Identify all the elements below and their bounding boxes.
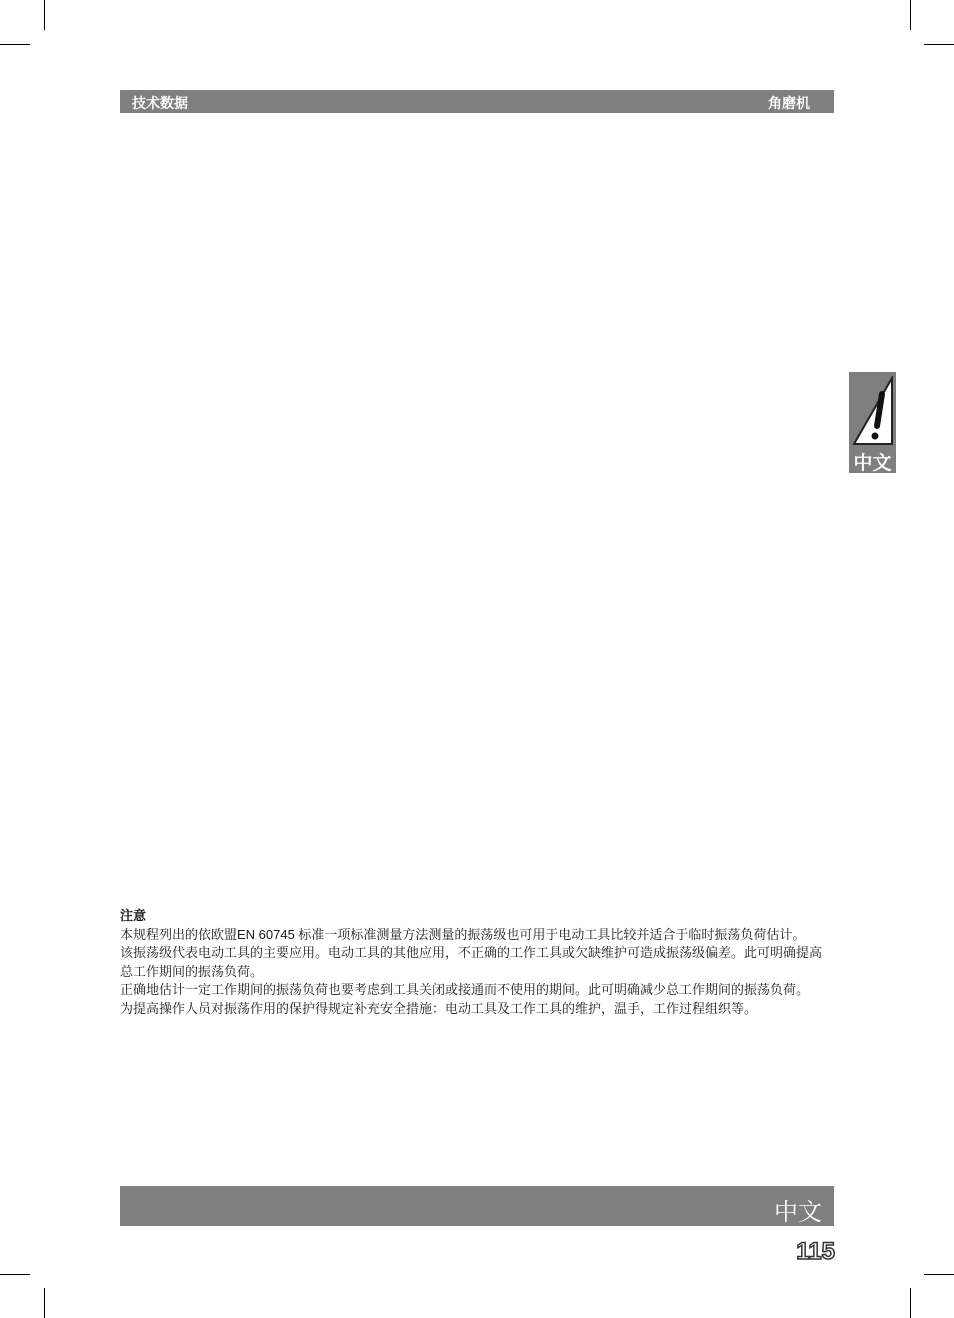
- note-paragraph: 正确地估计一定工作期间的振荡负荷也要考虑到工具关闭或接通而不使用的期间。此可明确减少总工作期间的振荡负荷。: [120, 982, 810, 998]
- language-side-tab: [849, 372, 896, 473]
- note-paragraph: 本规程列出的依欧盟EN 60745 标准一项标准测量方法测量的振荡级也可用于电动工具比较并适合于临时振荡负荷估计。: [120, 926, 806, 942]
- note-section: [120, 907, 834, 1019]
- crop-mark: [0, 1274, 30, 1275]
- footer-bar: [120, 1186, 834, 1226]
- crop-mark: [924, 1274, 954, 1275]
- language-label: 中文: [853, 453, 892, 474]
- product-type-title: 角磨机: [768, 95, 810, 111]
- crop-mark: [0, 44, 30, 45]
- crop-mark: [924, 44, 954, 45]
- footer-language-label: 中文: [774, 1199, 822, 1226]
- crop-mark: [910, 0, 911, 30]
- warning-icon: [852, 376, 893, 446]
- page-number: 115: [796, 1238, 835, 1265]
- note-paragraph: 为提高操作人员对振荡作用的保护得规定补充安全措施：电动工具及工作工具的维护，温手，工作过程组织等。: [120, 1000, 758, 1016]
- crop-mark: [910, 1288, 911, 1318]
- crop-mark: [44, 0, 45, 30]
- crop-mark: [44, 1288, 45, 1318]
- note-paragraph: 该振荡级代表电动工具的主要应用。电动工具的其他应用，不正确的工作工具或欠缺维护可造成振荡级偏差。此可明确提高总工作期间的振荡负荷。: [120, 945, 823, 979]
- section-header-bar: [120, 90, 834, 113]
- section-title: 技术数据: [132, 95, 188, 111]
- note-title: 注意: [120, 908, 147, 923]
